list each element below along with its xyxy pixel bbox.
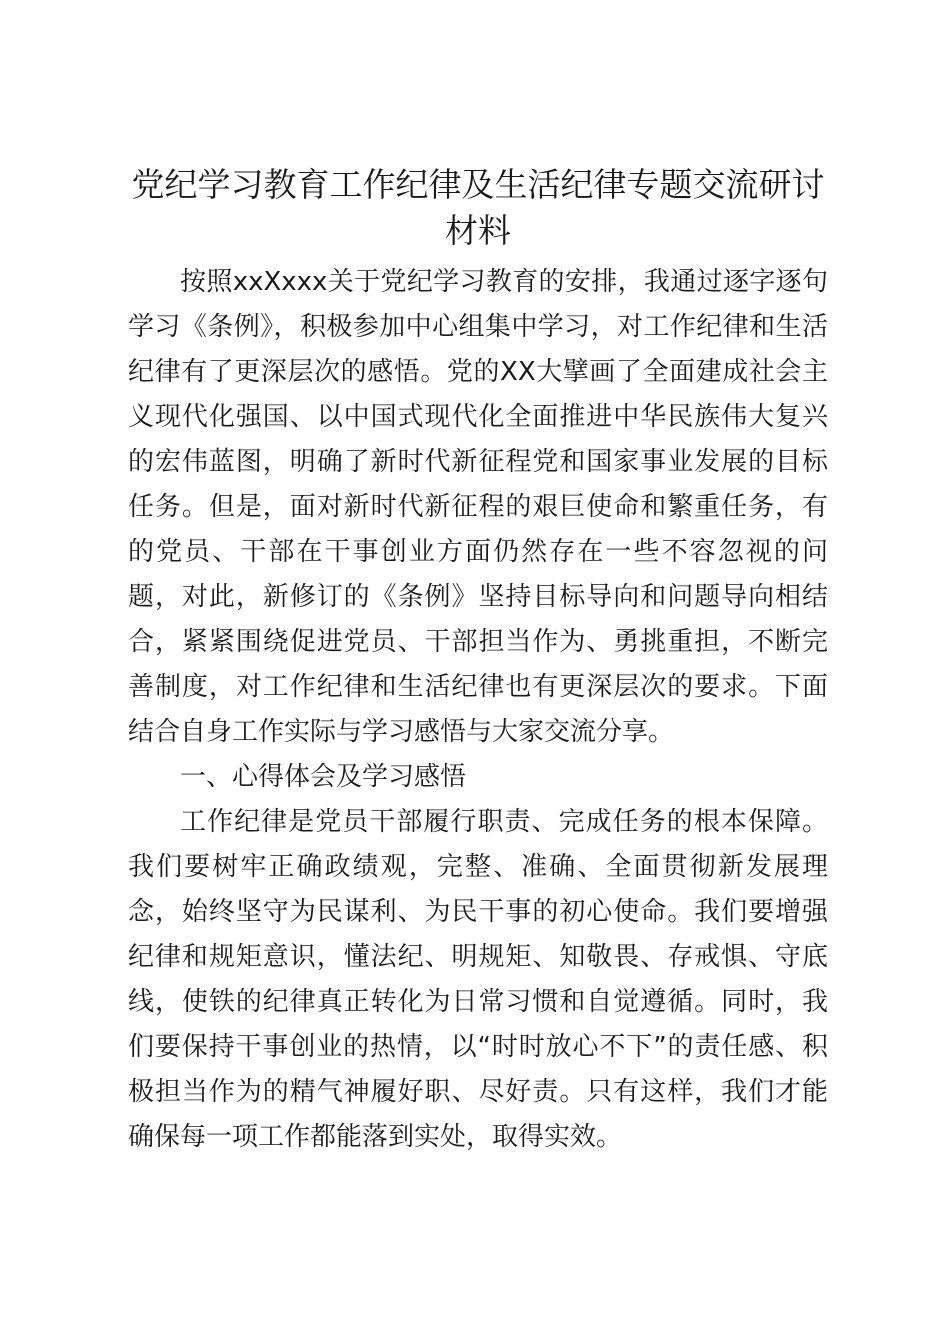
- section-paragraph: 工作纪律是党员干部履行职责、完成任务的根本保障。我们要树牢正确政绩观，完整、准确、全面贯彻新发展理念，始终坚守为民谋利、为民干事的初心使命。我们要增强纪律和规矩意识，懂法纪、明规矩、知敬畏、存戒惧、守底线，使铁的纪律真正转化为日常习惯和自觉遵循。同时，我们要保持干事创业的热情，以“时时放心不下”的责任感、积极担当作为的精气神履好职、尽好责。只有这样，我们才能确保每一项工作都能落到实处，取得实效。: [128, 807, 828, 1152]
- section-heading: 一、心得体会及学习感悟: [180, 762, 467, 792]
- document-title: 党纪学习教育工作纪律及生活纪律专题交流研讨材料: [131, 165, 825, 250]
- intro-paragraph: 按照xxXxxx关于党纪学习教育的安排，我通过逐字逐句学习《条例》，积极参加中心组集中学习，对工作纪律和生活纪律有了更深层次的感悟。党的XX大擘画了全面建成社会主义现代化强国、以中国式现代化全面推进中华民族伟大复兴的宏伟蓝图，明确了新时代新征程党和国家事业发展的目标任务。但是，面对新时代新征程的艰巨使命和繁重任务，有的党员、干部在干事创业方面仍然存在一些不容忽视的问题，对此，新修订的《条例》坚持目标导向和问题导向相结合，紧紧围绕促进党员、干部担当作为、勇挑重担，不断完善制度，对工作纪律和生活纪律也有更深层次的要求。下面结合自身工作实际与学习感悟与大家交流分享。: [128, 267, 828, 747]
- document-body: [128, 260, 828, 1160]
